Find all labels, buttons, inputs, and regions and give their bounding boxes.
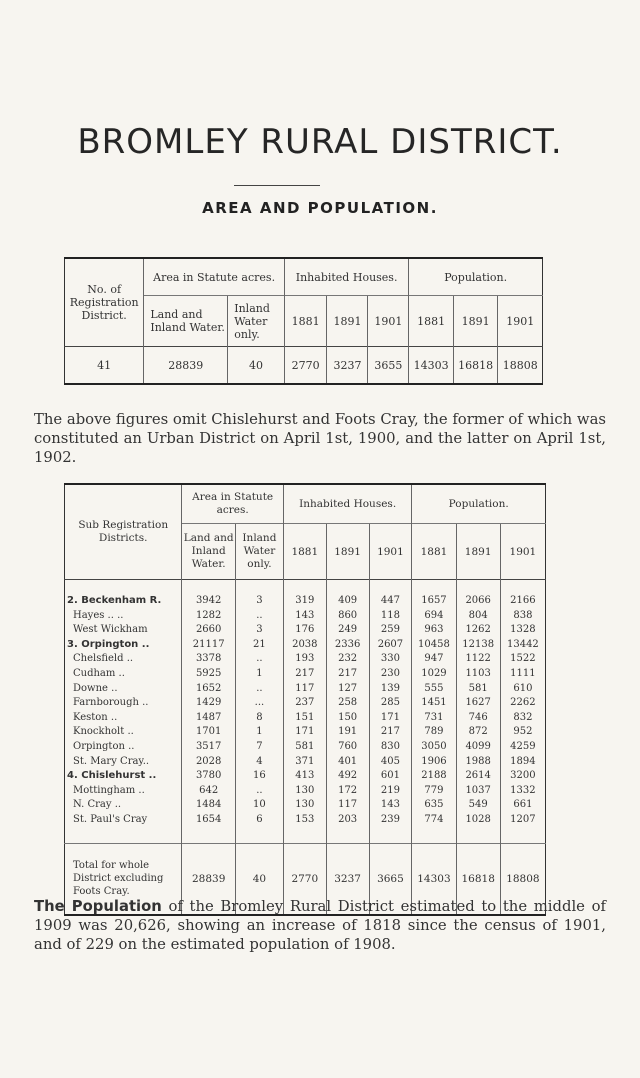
total-pop-1901: 18808 xyxy=(500,843,545,915)
table-row xyxy=(65,623,546,638)
cell-h1901: 217 xyxy=(369,725,412,740)
row-name: St. Paul's Cray xyxy=(73,813,148,825)
cell-h1901: 830 xyxy=(369,740,412,755)
cell-h1901: 118 xyxy=(369,609,412,624)
cell-water: 10 xyxy=(235,798,283,813)
row-name: Orpington .. xyxy=(73,740,135,752)
cell-p1901: 610 xyxy=(500,682,545,697)
total-houses-1881: 2770 xyxy=(283,843,326,915)
cell-water: 6 xyxy=(235,813,283,843)
cell-land: 3517 xyxy=(182,740,236,755)
cell-p1891: 1988 xyxy=(456,755,500,770)
cell-p1881: 1029 xyxy=(412,667,456,682)
cell-h1901: 219 xyxy=(369,784,412,799)
cell-h1901: 139 xyxy=(369,682,412,697)
cell-h1881: 2038 xyxy=(283,638,326,653)
cell-land: 3378 xyxy=(182,652,236,667)
table-row xyxy=(65,769,546,784)
table-row xyxy=(65,696,546,711)
cell-h1881: 193 xyxy=(283,652,326,667)
cell-h1901: 2607 xyxy=(369,638,412,653)
cell-water: 40 xyxy=(228,347,285,385)
cell-h1881: 581 xyxy=(283,740,326,755)
header-houses-1891: 1891 xyxy=(327,296,368,347)
cell-p1891: 1028 xyxy=(456,813,500,843)
cell-p1891: 581 xyxy=(456,682,500,697)
cell-h1891: 249 xyxy=(326,623,369,638)
cell-land: 21117 xyxy=(182,638,236,653)
cell-h1891: 760 xyxy=(326,740,369,755)
header-pop-1901: 1901 xyxy=(500,524,545,580)
cell-p1901: 952 xyxy=(500,725,545,740)
cell-p1901: 3200 xyxy=(500,769,545,784)
cell-p1891: 2066 xyxy=(456,580,500,609)
cell-h1881: 237 xyxy=(283,696,326,711)
row-name: 4. Chislehurst .. xyxy=(67,770,157,782)
cell-p1881: 3050 xyxy=(412,740,456,755)
cell-p1901: 1328 xyxy=(500,623,545,638)
cell-h1891: 203 xyxy=(326,813,369,843)
table-row xyxy=(65,784,546,799)
cell-p1881: 731 xyxy=(412,711,456,726)
table-row xyxy=(65,740,546,755)
total-houses-1901: 3665 xyxy=(369,843,412,915)
table-row xyxy=(65,755,546,770)
cell-h1891: 492 xyxy=(326,769,369,784)
header-houses-1881: 1881 xyxy=(283,524,326,580)
cell-land: 28839 xyxy=(144,347,228,385)
total-land: 28839 xyxy=(182,843,236,915)
cell-houses-1891: 3237 xyxy=(327,347,368,385)
header-population: Population. xyxy=(412,484,546,524)
cell-p1901: 1522 xyxy=(500,652,545,667)
row-name: St. Mary Cray.. xyxy=(73,755,150,767)
cell-water: ... xyxy=(235,696,283,711)
cell-land: 1429 xyxy=(182,696,236,711)
header-land: Land and Inland Water. xyxy=(182,524,236,580)
row-name: Knockholt .. xyxy=(73,726,134,738)
cell-pop-1891: 16818 xyxy=(453,347,498,385)
cell-p1891: 4099 xyxy=(456,740,500,755)
cell-p1891: 1103 xyxy=(456,667,500,682)
page-title: BROMLEY RURAL DISTRICT. xyxy=(77,122,563,162)
header-houses-1891: 1891 xyxy=(326,524,369,580)
header-pop-1901: 1901 xyxy=(498,296,543,347)
cell-p1891: 872 xyxy=(456,725,500,740)
cell-land: 2660 xyxy=(182,623,236,638)
cell-p1901: 1111 xyxy=(500,667,545,682)
header-reg-district: No. of Registration District. xyxy=(69,283,139,322)
cell-water: 16 xyxy=(235,769,283,784)
cell-land: 1282 xyxy=(182,609,236,624)
population-text: of the Bromley Rural District estimated to the middle of 1909 was 20,626, showing an increase of 1818 since the census of 1901, and of 229 on the estimated population of 1908. xyxy=(34,898,606,953)
cell-p1901: 832 xyxy=(500,711,545,726)
table-row xyxy=(65,652,546,667)
cell-district: 41 xyxy=(65,347,144,385)
header-land: Land and Inland Water. xyxy=(144,296,228,347)
cell-h1891: 172 xyxy=(326,784,369,799)
detail-table xyxy=(64,483,546,916)
cell-land: 1484 xyxy=(182,798,236,813)
cell-water: .. xyxy=(235,682,283,697)
cell-h1881: 143 xyxy=(283,609,326,624)
header-pop-1881: 1881 xyxy=(412,524,456,580)
cell-p1881: 1657 xyxy=(412,580,456,609)
table-row xyxy=(65,347,543,385)
cell-h1891: 409 xyxy=(326,580,369,609)
header-area: Area in Statute acres. xyxy=(144,258,284,296)
header-houses-1901: 1901 xyxy=(369,524,412,580)
cell-h1881: 130 xyxy=(283,798,326,813)
cell-h1901: 601 xyxy=(369,769,412,784)
cell-p1881: 963 xyxy=(412,623,456,638)
cell-p1901: 4259 xyxy=(500,740,545,755)
cell-land: 1487 xyxy=(182,711,236,726)
cell-p1901: 13442 xyxy=(500,638,545,653)
cell-h1881: 319 xyxy=(283,580,326,609)
header-pop-1891: 1891 xyxy=(453,296,498,347)
summary-table xyxy=(64,257,543,385)
cell-p1881: 555 xyxy=(412,682,456,697)
row-name: Hayes .. .. xyxy=(73,609,124,621)
cell-p1881: 1451 xyxy=(412,696,456,711)
total-pop-1891: 16818 xyxy=(456,843,500,915)
cell-h1891: 150 xyxy=(326,711,369,726)
cell-h1901: 405 xyxy=(369,755,412,770)
cell-h1891: 2336 xyxy=(326,638,369,653)
cell-h1881: 371 xyxy=(283,755,326,770)
header-area: Area in Statute acres. xyxy=(182,484,284,524)
table-row xyxy=(65,725,546,740)
cell-p1881: 947 xyxy=(412,652,456,667)
cell-h1891: 232 xyxy=(326,652,369,667)
cell-p1891: 549 xyxy=(456,798,500,813)
table-row xyxy=(65,682,546,697)
cell-p1901: 1207 xyxy=(500,813,545,843)
row-name: 2. Beckenham R. xyxy=(65,580,182,609)
cell-p1881: 2188 xyxy=(412,769,456,784)
title-divider xyxy=(234,185,320,186)
table-row xyxy=(65,638,546,653)
cell-water: 3 xyxy=(235,623,283,638)
header-population: Population. xyxy=(409,258,543,296)
cell-p1891: 804 xyxy=(456,609,500,624)
total-label: Total for whole District excluding Foots Cray. xyxy=(65,843,182,915)
row-name: N. Cray .. xyxy=(73,799,122,811)
header-houses-1901: 1901 xyxy=(368,296,409,347)
cell-p1881: 774 xyxy=(412,813,456,843)
cell-p1881: 1906 xyxy=(412,755,456,770)
cell-p1901: 1894 xyxy=(500,755,545,770)
cell-h1891: 401 xyxy=(326,755,369,770)
cell-houses-1881: 2770 xyxy=(284,347,327,385)
row-name: Downe .. xyxy=(73,682,118,694)
detail-table-body xyxy=(65,580,546,844)
cell-land: 642 xyxy=(182,784,236,799)
cell-water: 1 xyxy=(235,725,283,740)
cell-land: 1654 xyxy=(182,813,236,843)
cell-p1901: 1332 xyxy=(500,784,545,799)
cell-p1891: 746 xyxy=(456,711,500,726)
cell-h1901: 259 xyxy=(369,623,412,638)
cell-land: 5925 xyxy=(182,667,236,682)
total-houses-1891: 3237 xyxy=(326,843,369,915)
cell-h1891: 860 xyxy=(326,609,369,624)
cell-water: 7 xyxy=(235,740,283,755)
cell-p1901: 2262 xyxy=(500,696,545,711)
cell-land: 2028 xyxy=(182,755,236,770)
cell-p1901: 661 xyxy=(500,798,545,813)
cell-water: .. xyxy=(235,784,283,799)
cell-p1891: 12138 xyxy=(456,638,500,653)
cell-p1881: 789 xyxy=(412,725,456,740)
cell-pop-1901: 18808 xyxy=(498,347,543,385)
header-houses: Inhabited Houses. xyxy=(284,258,409,296)
row-name: Keston .. xyxy=(73,711,118,723)
row-name: 3. Orpington .. xyxy=(67,638,150,650)
cell-p1881: 694 xyxy=(412,609,456,624)
cell-h1891: 258 xyxy=(326,696,369,711)
cell-p1881: 10458 xyxy=(412,638,456,653)
row-name: Mottingham .. xyxy=(73,784,145,796)
cell-h1881: 217 xyxy=(283,667,326,682)
row-name: Cudham .. xyxy=(73,667,125,679)
cell-land: 1652 xyxy=(182,682,236,697)
table-row xyxy=(65,580,546,609)
table-row xyxy=(65,798,546,813)
cell-h1891: 217 xyxy=(326,667,369,682)
population-lead: The Population xyxy=(34,898,162,915)
table-row xyxy=(65,813,546,843)
table-row xyxy=(65,667,546,682)
cell-p1891: 1122 xyxy=(456,652,500,667)
cell-h1901: 143 xyxy=(369,798,412,813)
cell-p1881: 779 xyxy=(412,784,456,799)
row-name: Farnborough .. xyxy=(73,697,149,709)
header-pop-1881: 1881 xyxy=(409,296,454,347)
table-row xyxy=(65,609,546,624)
cell-p1901: 838 xyxy=(500,609,545,624)
cell-h1881: 130 xyxy=(283,784,326,799)
header-sub-districts: Sub Registration Districts. xyxy=(78,519,169,544)
cell-h1891: 127 xyxy=(326,682,369,697)
cell-h1881: 413 xyxy=(283,769,326,784)
cell-water: 21 xyxy=(235,638,283,653)
cell-h1901: 285 xyxy=(369,696,412,711)
omission-note: The above figures omit Chislehurst and Foots Cray, the former of which was constituted an Urban District on April 1st, 1900, and the latter on April 1st, 1902. xyxy=(34,411,606,466)
cell-water: 1 xyxy=(235,667,283,682)
cell-h1901: 447 xyxy=(369,580,412,609)
cell-water: 3 xyxy=(235,580,283,609)
cell-p1881: 635 xyxy=(412,798,456,813)
total-pop-1881: 14303 xyxy=(412,843,456,915)
page-subtitle: AREA AND POPULATION. xyxy=(202,199,438,217)
cell-p1891: 1037 xyxy=(456,784,500,799)
header-houses: Inhabited Houses. xyxy=(283,484,411,524)
cell-land: 3942 xyxy=(182,580,236,609)
cell-h1891: 191 xyxy=(326,725,369,740)
cell-p1901: 2166 xyxy=(500,580,545,609)
cell-h1901: 239 xyxy=(369,813,412,843)
cell-water: .. xyxy=(235,652,283,667)
cell-p1891: 1627 xyxy=(456,696,500,711)
cell-water: 4 xyxy=(235,755,283,770)
cell-p1891: 2614 xyxy=(456,769,500,784)
cell-h1881: 171 xyxy=(283,725,326,740)
cell-h1901: 230 xyxy=(369,667,412,682)
cell-houses-1901: 3655 xyxy=(368,347,409,385)
total-water: 40 xyxy=(235,843,283,915)
cell-h1881: 151 xyxy=(283,711,326,726)
header-houses-1881: 1881 xyxy=(284,296,327,347)
cell-h1901: 330 xyxy=(369,652,412,667)
cell-land: 3780 xyxy=(182,769,236,784)
cell-water: .. xyxy=(235,609,283,624)
cell-p1891: 1262 xyxy=(456,623,500,638)
header-water: Inland Water only. xyxy=(228,296,285,347)
row-name: West Wickham xyxy=(73,624,148,636)
cell-pop-1881: 14303 xyxy=(409,347,454,385)
row-name: Chelsfield .. xyxy=(73,653,134,665)
table-row xyxy=(65,711,546,726)
population-estimate-note xyxy=(34,897,606,954)
cell-h1881: 153 xyxy=(283,813,326,843)
cell-h1891: 117 xyxy=(326,798,369,813)
cell-land: 1701 xyxy=(182,725,236,740)
cell-water: 8 xyxy=(235,711,283,726)
cell-h1881: 117 xyxy=(283,682,326,697)
cell-h1881: 176 xyxy=(283,623,326,638)
header-pop-1891: 1891 xyxy=(456,524,500,580)
cell-h1901: 171 xyxy=(369,711,412,726)
header-water: Inland Water only. xyxy=(235,524,283,580)
